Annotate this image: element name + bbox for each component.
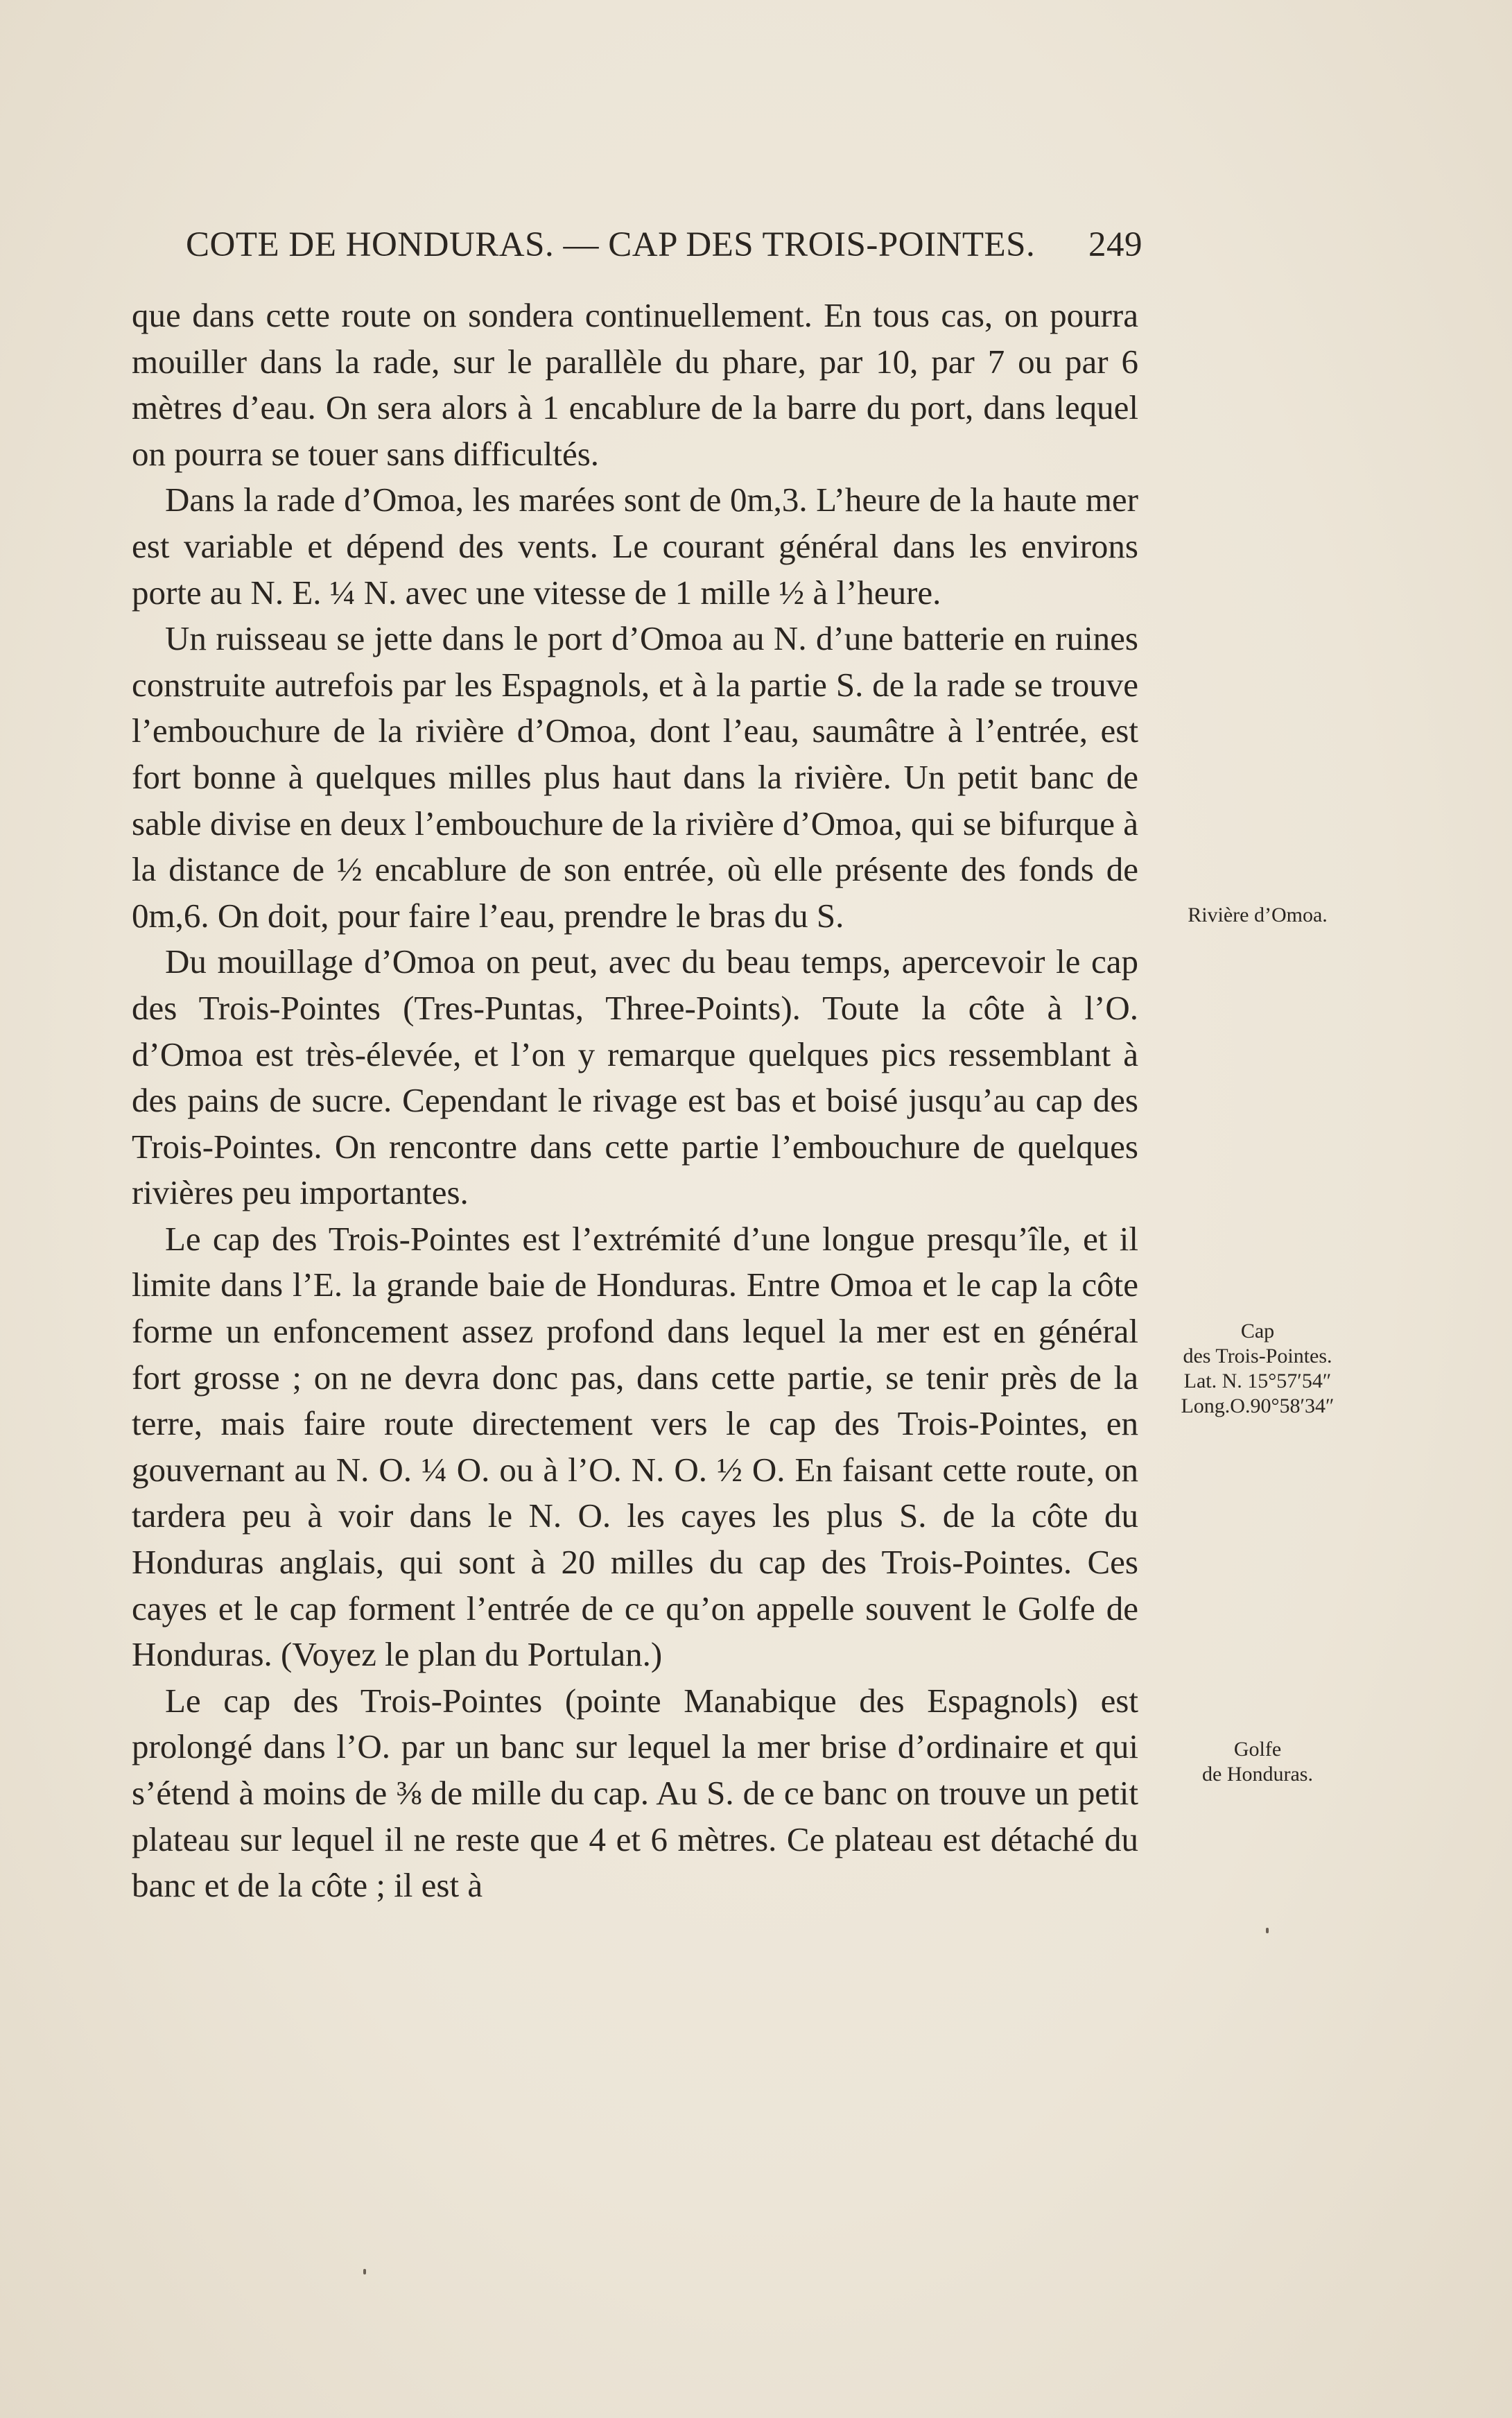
margin-note-cap-lat: Lat. N. 15°57′54″ [1183, 1370, 1332, 1392]
margin-note-cap-name: des Trois-Pointes. [1183, 1345, 1332, 1367]
margin-note-cap [1147, 1319, 1368, 1419]
paragraph: Le cap des Trois-Pointes est l’extrémité d’une longue presqu’île, et il limite dans l’E. la grande baie de Honduras. Entre Omoa et le cap la côte forme un enfoncement assez profond dans lequel la mer est en général fort grosse ; on ne devra donc pas, dans cette partie, se tenir près de la terre, mais faire route directement vers le cap des Trois-Pointes, en gouvernant au N. O. ¼ O. ou à l’O. N. O. ½ O. En faisant cette route, on tardera peu à voir dans le N. O. les cayes les plus S. de la côte du Honduras anglais, qui sont à 20 milles du cap des Trois-Pointes. Ces cayes et le cap forment l’entrée de ce qu’on appelle souvent le Golfe de Honduras. (Voyez le plan du Portulan.) [132, 1219, 1138, 1674]
margin-note-cap-title: Cap [1240, 1320, 1275, 1342]
paragraph: Un ruisseau se jette dans le port d’Omoa au N. d’une batterie en ruines construite autrefois par les Espagnols, et à la partie S. de la rade se trouve l’embouchure de la rivière d’Omoa, dont l’eau, saumâtre à l’entrée, est fort bonne à quelques milles plus haut dans la rivière. Un petit banc de sable divise en deux l’embouchure de la rivière d’Omoa, qui se bifurque à la distance de ½ encablure de son entrée, où elle présente des fonds de 0m,6. On doit, pour faire l’eau, prendre le bras du S. [132, 619, 1138, 935]
page-number: 249 [1088, 225, 1142, 264]
paragraph: Du mouillage d’Omoa on peut, avec du beau temps, apercevoir le cap des Trois-Pointes (Tres-Puntas, Three-Points). Toute la côte à l’O. d’Omoa est très-élevée, et l’on y remarque quelques pics ressemblant à des pains de sucre. Cependant le rivage est bas et boisé jusqu’au cap des Trois-Pointes. On rencontre dans cette partie l’embouchure de quelques rivières peu importantes. [132, 942, 1138, 1212]
paragraph: Le cap des Trois-Pointes (pointe Manabique des Espagnols) est prolongé dans l’O. par un banc sur lequel la mer brise d’ordinaire et qui s’étend à moins de ⅜ de mille du cap. Au S. de ce banc on trouve un petit plateau sur lequel il ne reste que 4 et 6 mètres. Ce plateau est détaché du banc et de la côte ; il est à [132, 1681, 1138, 1905]
margin-note-riviere: Rivière d’Omoa. [1188, 904, 1328, 926]
margin-note-golfe: Golfe de Honduras. [1202, 1738, 1313, 1786]
paragraph: Dans la rade d’Omoa, les marées sont de 0m,3. L’heure de la haute mer est variable et dépend des vents. Le courant général dans les environs porte au N. E. ¼ N. avec une vitesse de 1 mille ½ à l’heure. [132, 481, 1138, 612]
ink-speck [363, 2269, 366, 2274]
running-header [186, 222, 1142, 268]
paragraph: que dans cette route on sondera continuellement. En tous cas, on pourra mouiller dans la rade, sur le parallèle du phare, par 10, par 7 ou par 6 mètres d’eau. On sera alors à 1 encablure de la barre du port, dans lequel on pourra se touer sans difficultés. [132, 296, 1138, 473]
main-text [132, 293, 1138, 1909]
margin-note-cap-long: Long.O.90°58′34″ [1181, 1394, 1335, 1417]
running-title: COTE DE HONDURAS. — CAP DES TROIS-POINTES. [186, 225, 1036, 264]
ink-speck [1266, 1928, 1269, 1933]
